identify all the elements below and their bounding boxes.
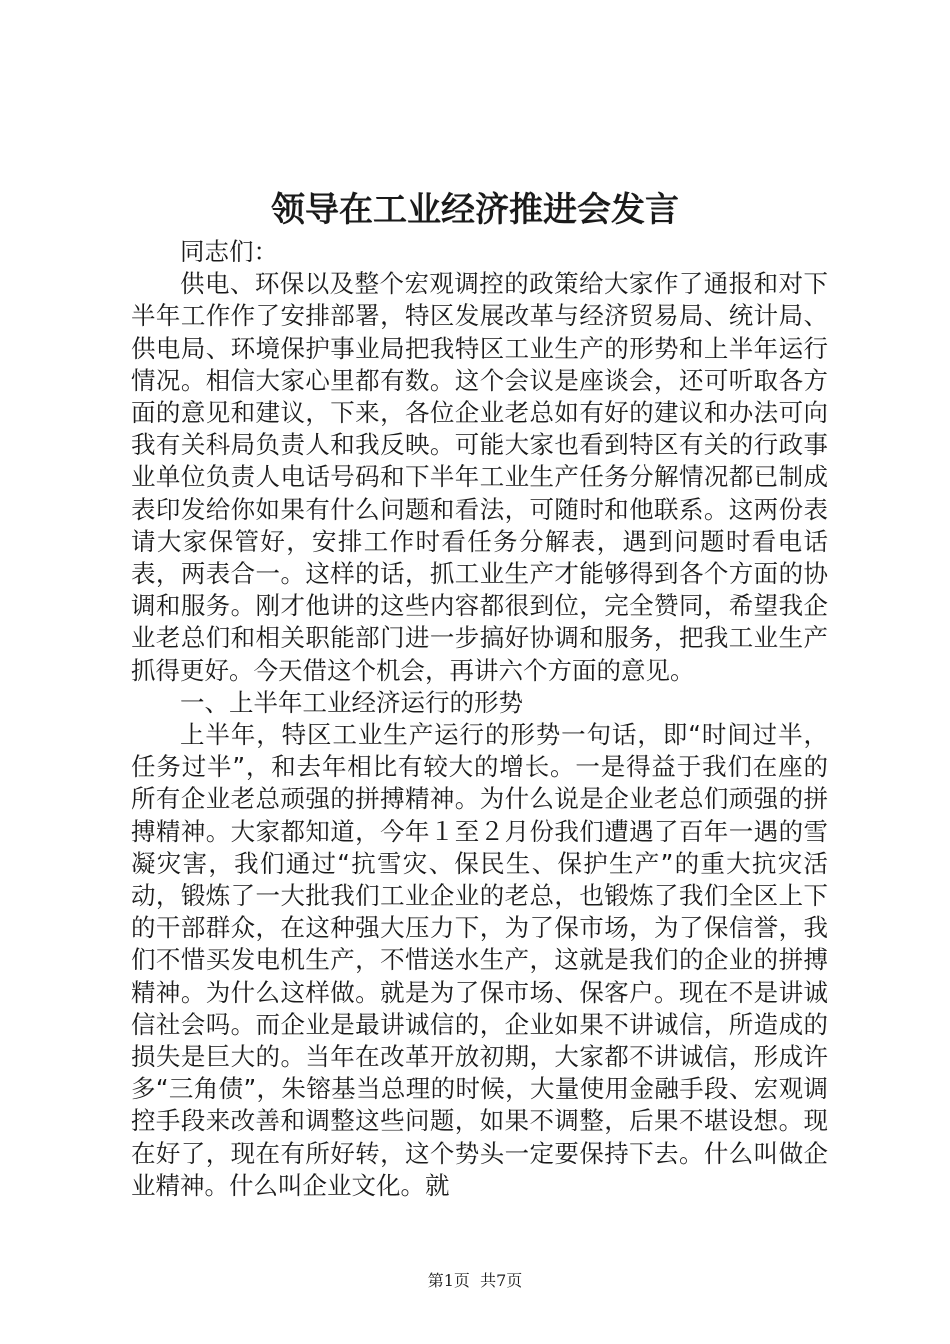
page-footer (0, 1270, 950, 1292)
paragraph-intro: 供电、环保以及整个宏观调控的政策给大家作了通报和对下半年工作作了安排部署，特区发展改革与经济贸易局、统计局、供电局、环境保护事业局把我特区工业生产的形势和上半年运行情况。相信大家心里都有数。这个会议是座谈会，还可听取各方面的意见和建议，下来，各位企业老总如有好的建议和办法可向我有关科局负责人和我反映。可能大家也看到特区有关的行政事业单位负责人电话号码和下半年工业生产任务分解情况都已制成表印发给你如果有什么问题和看法，可随时和他联系。这两份表请大家保管好，安排工作时看任务分解表，遇到问题时看电话表，两表合一。这样的话，抓工业生产才能够得到各个方面的协调和服务。刚才他讲的这些内容都很到位，完全赞同，希望我企业老总们和相关职能部门进一步搞好协调和服务，把我工业生产抓得更好。今天借这个机会，再讲六个方面的意见。 (131, 269, 828, 685)
page-total: 共7页 (480, 1271, 523, 1290)
paragraph-section-1: 上半年，特区工业生产运行的形势一句话，即“时间过半，任务过半”，和去年相比有较大的增长。一是得益于我们在座的所有企业老总顽强的拼搏精神。为什么说是企业老总们顽强的拼搏精神。大家都知道，今年１至２月份我们遭遇了百年一遇的雪凝灾害，我们通过“抗雪灾、保民生、保护生产”的重大抗灾活动，锻炼了一大批我们工业企业的老总，也锻炼了我们全区上下的干部群众，在这种强大压力下，为了保市场，为了保信誉，我们不惜买发电机生产，不惜送水生产，这就是我们的企业的拼搏精神。为什么这样做。就是为了保市场、保客户。现在不是讲诚信社会吗。而企业是最讲诚信的，企业如果不讲诚信，所造成的损失是巨大的。当年在改革开放初期，大家都不讲诚信，形成许多“三角债”，朱镕基当总理的时候，大量使用金融手段、宏观调控手段来改善和调整这些问题，如果不调整，后果不堪设想。现在好了，现在有所好转，这个势头一定要保持下去。什么叫做企业精神。什么叫企业文化。就 (131, 720, 828, 1200)
section-heading-1: 一、上半年工业经济运行的形势 (180, 687, 523, 717)
page-number: 第1页 (427, 1271, 470, 1290)
footer-spacer (470, 1271, 480, 1290)
document-title: 领导在工业经济推进会发言 (271, 190, 679, 230)
document-body (131, 236, 828, 1202)
salutation: 同志们： (180, 237, 278, 266)
